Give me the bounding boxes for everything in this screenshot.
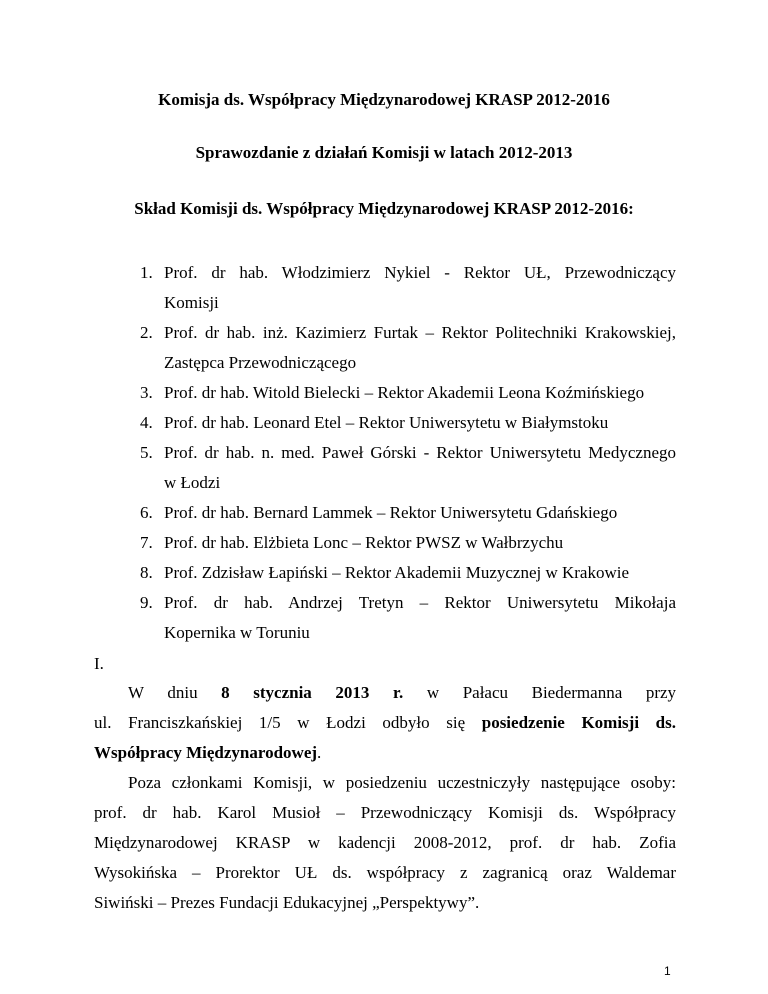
- list-item: 9. Prof. dr hab. Andrzej Tretyn – Rektor Uniwersytetu Mikołaja Kopernika w Toruniu: [140, 593, 676, 642]
- attendees-paragraph: Poza członkami Komisji, w posiedzeniu uczestniczyły następujące osoby: prof. dr hab. Karol Musioł – Przewodniczący Komisji ds. Współpracy Międzynarodowej KRASP w kadencji 2008-2012, prof. dr hab. Zofia Wysokińska – Prorektor UŁ ds. współpracy z zagranicą oraz Waldemar Siwiński – Prezes Fundacji Edukacyjnej „Perspektywy”.: [94, 773, 676, 912]
- document-title: Komisja ds. Współpracy Międzynarodowej KRASP 2012-2016: [158, 90, 610, 109]
- paragraph-line: Współpracy Międzynarodowej.: [94, 743, 322, 762]
- composition-heading: Skład Komisji ds. Współpracy Międzynarodowej KRASP 2012-2016:: [134, 199, 634, 218]
- list-item: 6. Prof. dr hab. Bernard Lammek – Rektor Uniwersytetu Gdańskiego: [140, 503, 618, 522]
- members-list: [140, 258, 676, 648]
- meeting-paragraph: [94, 678, 676, 768]
- paragraph-line: ul. Franciszkańskiej 1/5 w Łodzi odbyło się posiedzenie Komisji ds.: [94, 713, 676, 732]
- page-number: 1: [664, 964, 671, 978]
- list-item: 8. Prof. Zdzisław Łapiński – Rektor Akademii Muzycznej w Krakowie: [140, 563, 630, 582]
- paragraph-line: W dniu 8 stycznia 2013 r. w Pałacu Biedermanna przy: [128, 683, 677, 702]
- list-item: 1. Prof. dr hab. Włodzimierz Nykiel - Rektor UŁ, Przewodniczący Komisji: [140, 263, 676, 312]
- list-item: 3. Prof. dr hab. Witold Bielecki – Rektor Akademii Leona Koźmińskiego: [140, 383, 645, 402]
- list-item: 2. Prof. dr hab. inż. Kazimierz Furtak – Rektor Politechniki Krakowskiej, Zastępca Przewodniczącego: [140, 323, 676, 372]
- list-item: 7. Prof. dr hab. Elżbieta Lonc – Rektor PWSZ w Wałbrzychu: [140, 533, 564, 552]
- list-item: 5. Prof. dr hab. n. med. Paweł Górski - Rektor Uniwersytetu Medycznego w Łodzi: [140, 443, 676, 492]
- report-subtitle: Sprawozdanie z działań Komisji w latach 2012-2013: [195, 143, 573, 162]
- section-number: I.: [94, 654, 104, 673]
- list-item: 4. Prof. dr hab. Leonard Etel – Rektor Uniwersytetu w Białymstoku: [140, 413, 609, 432]
